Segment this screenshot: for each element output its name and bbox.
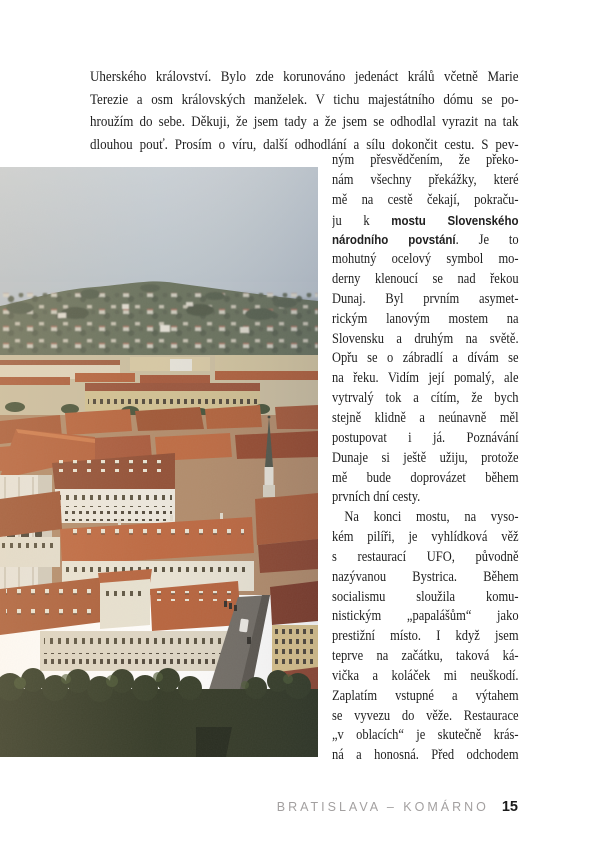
text-line: Na konci mostu, na vyso- (344, 509, 519, 526)
text-line: vička a koláček mi neuškodí. (332, 667, 519, 684)
text-line: prestižní místo. I když jsem (332, 628, 519, 645)
text-line: prvních dní cesty. (332, 489, 421, 506)
text-line: Opřu se o zábradlí a dívám se (332, 350, 519, 367)
text-line: s restaurací UFO, původně (332, 548, 519, 565)
bratislava-aerial-photo (0, 167, 318, 757)
text-line: teprve na začátku, taková ká- (332, 648, 519, 665)
text-line: na řeku. Vidím její pomalý, ale (332, 370, 519, 387)
text-line: nazývanou Bystrica. Během (332, 568, 519, 585)
text-line: mohutný ocelový symbol mo- (332, 251, 519, 268)
text-line: nistickým „papalášům“ jako (332, 608, 519, 625)
text-line: ju k mostu Slovenského (332, 212, 519, 229)
page-number: 15 (501, 799, 518, 815)
text-line: Uherského království. Bylo zde korunováno jedenáct králů včetně Marie (90, 69, 519, 85)
text-line: stejně klidně a neúnavně měl (332, 409, 519, 426)
text-line: ným přesvědčením, že překo- (332, 152, 519, 168)
text-line: kém pilíři, je vyhlídková věž (332, 529, 519, 546)
page-footer (277, 799, 518, 815)
city-photo-illustration (0, 167, 318, 757)
text-line: rickým lanovým mostem na (332, 310, 519, 327)
text-line: hroužím do sebe. Děkuji, že jsem tady a že jsem se odhodlal vyrazit na tak (90, 114, 519, 131)
text-line: Dunaj. Byl prvním asymet- (332, 290, 519, 307)
text-line: „v oblacích“ je skutečně krás- (332, 727, 519, 744)
text-line: ná a honosná. Před odchodem (332, 747, 519, 764)
chapter-title: BRATISLAVA – KOMÁRNO (276, 800, 489, 814)
text-line: dlouhou pouť. Prosím o víru, další odhodlání a sílu dokončit cestu. S pev- (90, 136, 519, 153)
intro-paragraph (90, 66, 519, 156)
text-line: se vyvezu do věže. Restaurace (332, 707, 519, 724)
text-line: mě na cestě čekají, pokraču- (332, 191, 519, 208)
text-line: postupovat i já. Poznávání (332, 429, 519, 446)
text-line: Terezie a osm královských manželek. V tichu majestátního dómu se po- (90, 91, 519, 108)
text-line: Dunaje si ještě užiju, protože (332, 449, 519, 466)
body-column (332, 151, 519, 766)
text-line: derny klenoucí se nad řekou (332, 271, 519, 288)
text-line: Slovensku a druhým na světě. (332, 330, 519, 347)
text-line: vytrvalý tok a cítím, že bych (332, 390, 519, 407)
text-line: národního povstání. Je to (332, 232, 519, 249)
text-line: Zaplatím vstupné a výtahem (332, 687, 519, 704)
text-line: socialismu sloužila komu- (332, 588, 519, 605)
text-line: mě bude doprovázet během (332, 469, 519, 486)
text-line: nám všechny překážky, které (332, 171, 519, 188)
